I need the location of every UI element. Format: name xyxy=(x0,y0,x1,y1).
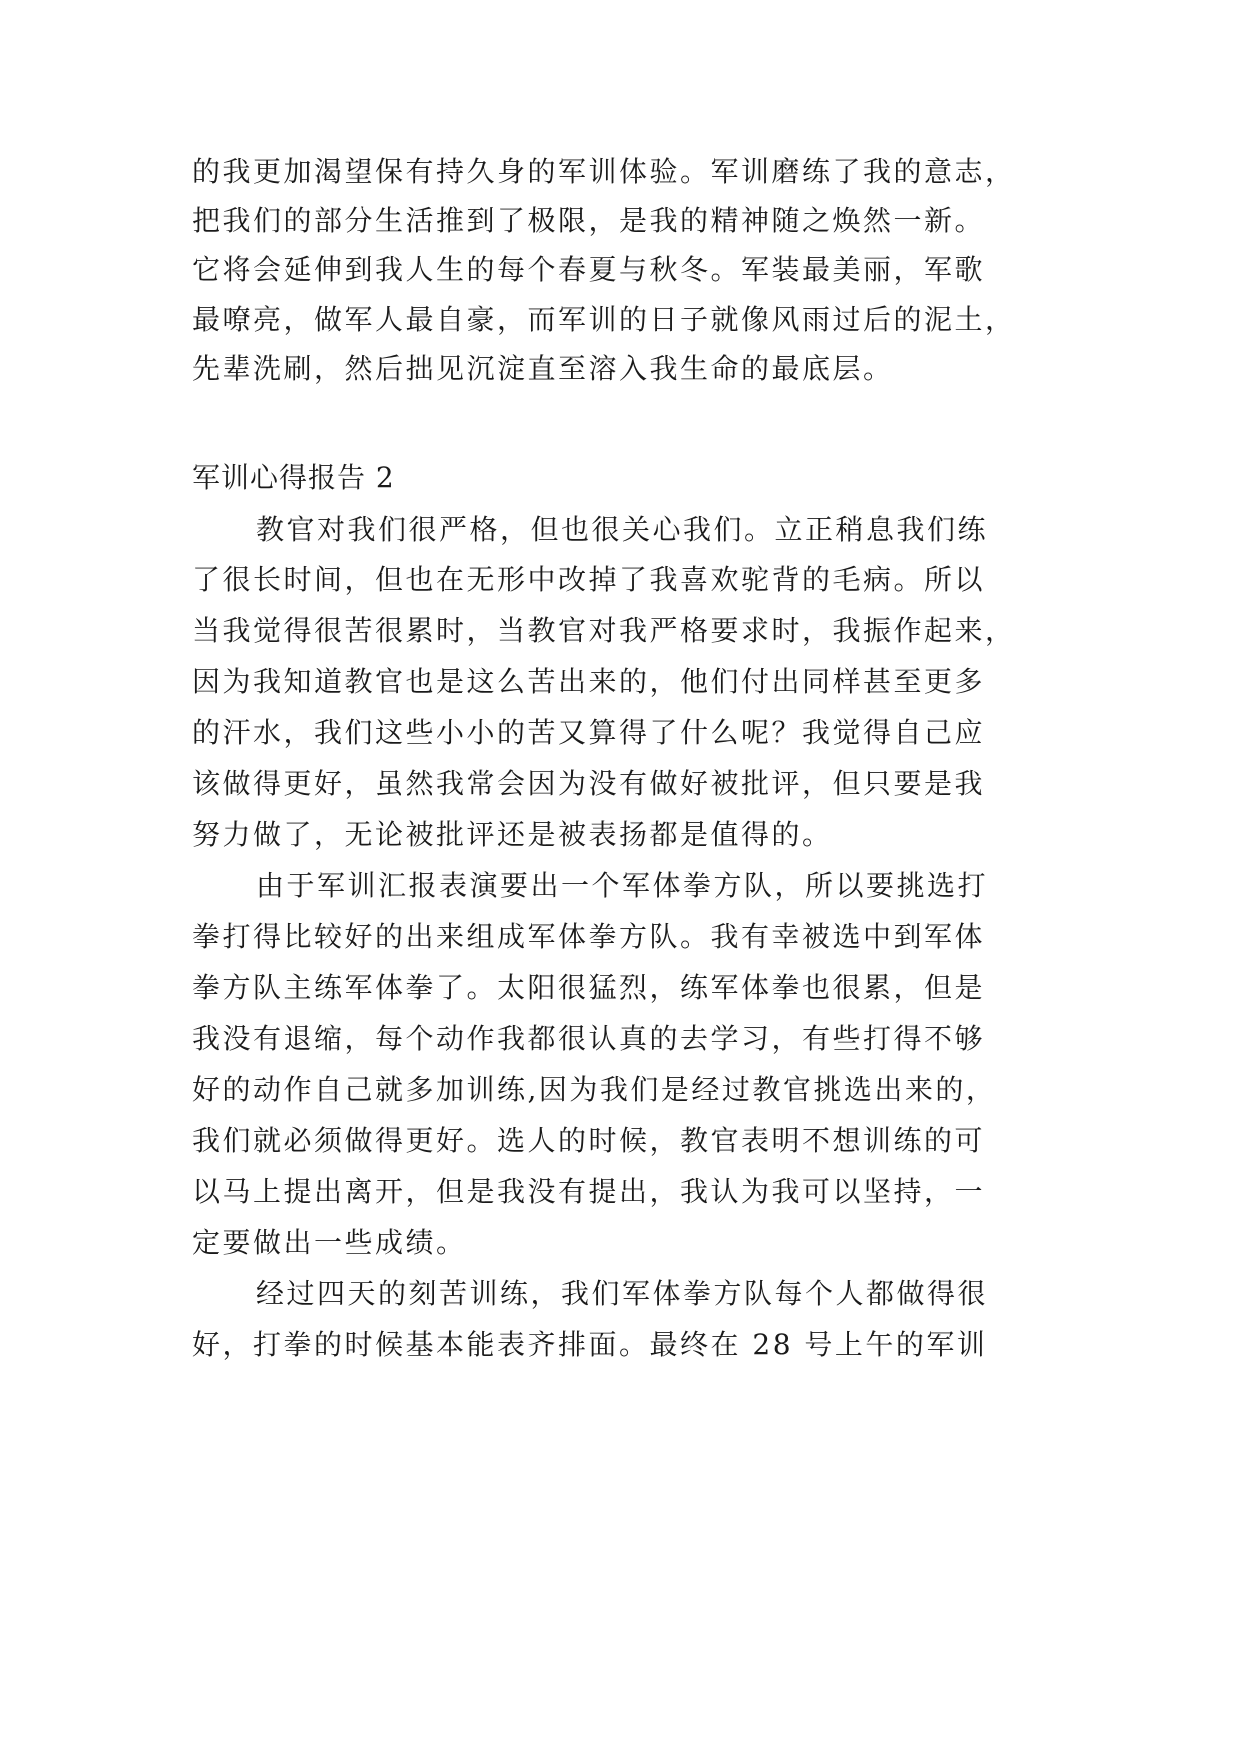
body-line: 的我更加渴望保有持久身的军训体验。军训磨练了我的意志， xyxy=(192,155,1016,188)
section-title: 军训心得报告 2 xyxy=(192,461,395,494)
body-line: 以马上提出离开，但是我没有提出，我认为我可以坚持，一 xyxy=(192,1175,986,1208)
body-line: 由于军训汇报表演要出一个军体拳方队，所以要挑选打 xyxy=(256,869,989,902)
body-line: 教官对我们很严格，但也很关心我们。立正稍息我们练 xyxy=(256,513,989,546)
body-line: 把我们的部分生活推到了极限，是我的精神随之焕然一新。 xyxy=(192,204,986,237)
body-line: 因为我知道教官也是这么苦出来的，他们付出同样甚至更多 xyxy=(192,665,986,698)
body-line: 好的动作自己就多加训练,因为我们是经过教官挑选出来的， xyxy=(192,1073,997,1106)
body-line: 它将会延伸到我人生的每个春夏与秋冬。军装最美丽，军歌 xyxy=(192,253,986,286)
body-line: 我们就必须做得更好。选人的时候，教官表明不想训练的可 xyxy=(192,1124,986,1157)
body-line: 该做得更好，虽然我常会因为没有做好被批评，但只要是我 xyxy=(192,767,986,800)
body-line: 我没有退缩，每个动作我都很认真的去学习，有些打得不够 xyxy=(192,1022,986,1055)
body-line: 经过四天的刻苦训练，我们军体拳方队每个人都做得很 xyxy=(256,1277,989,1310)
body-line: 拳打得比较好的出来组成军体拳方队。我有幸被选中到军体 xyxy=(192,920,986,953)
body-line: 先辈洗刷，然后拙见沉淀直至溶入我生命的最底层。 xyxy=(192,352,894,385)
body-line: 了很长时间，但也在无形中改掉了我喜欢驼背的毛病。所以 xyxy=(192,563,986,596)
body-line: 拳方队主练军体拳了。太阳很猛烈，练军体拳也很累，但是 xyxy=(192,971,986,1004)
body-line: 好，打拳的时候基本能表齐排面。最终在 28 号上午的军训 xyxy=(192,1328,988,1361)
body-line: 定要做出一些成绩。 xyxy=(192,1226,467,1259)
body-line: 当我觉得很苦很累时，当教官对我严格要求时，我振作起来， xyxy=(192,614,1016,647)
body-line: 最嘹亮，做军人最自豪，而军训的日子就像风雨过后的泥土， xyxy=(192,303,1016,336)
body-line: 努力做了，无论被批评还是被表扬都是值得的。 xyxy=(192,818,833,851)
body-line: 的汗水，我们这些小小的苦又算得了什么呢？我觉得自己应 xyxy=(192,716,986,749)
